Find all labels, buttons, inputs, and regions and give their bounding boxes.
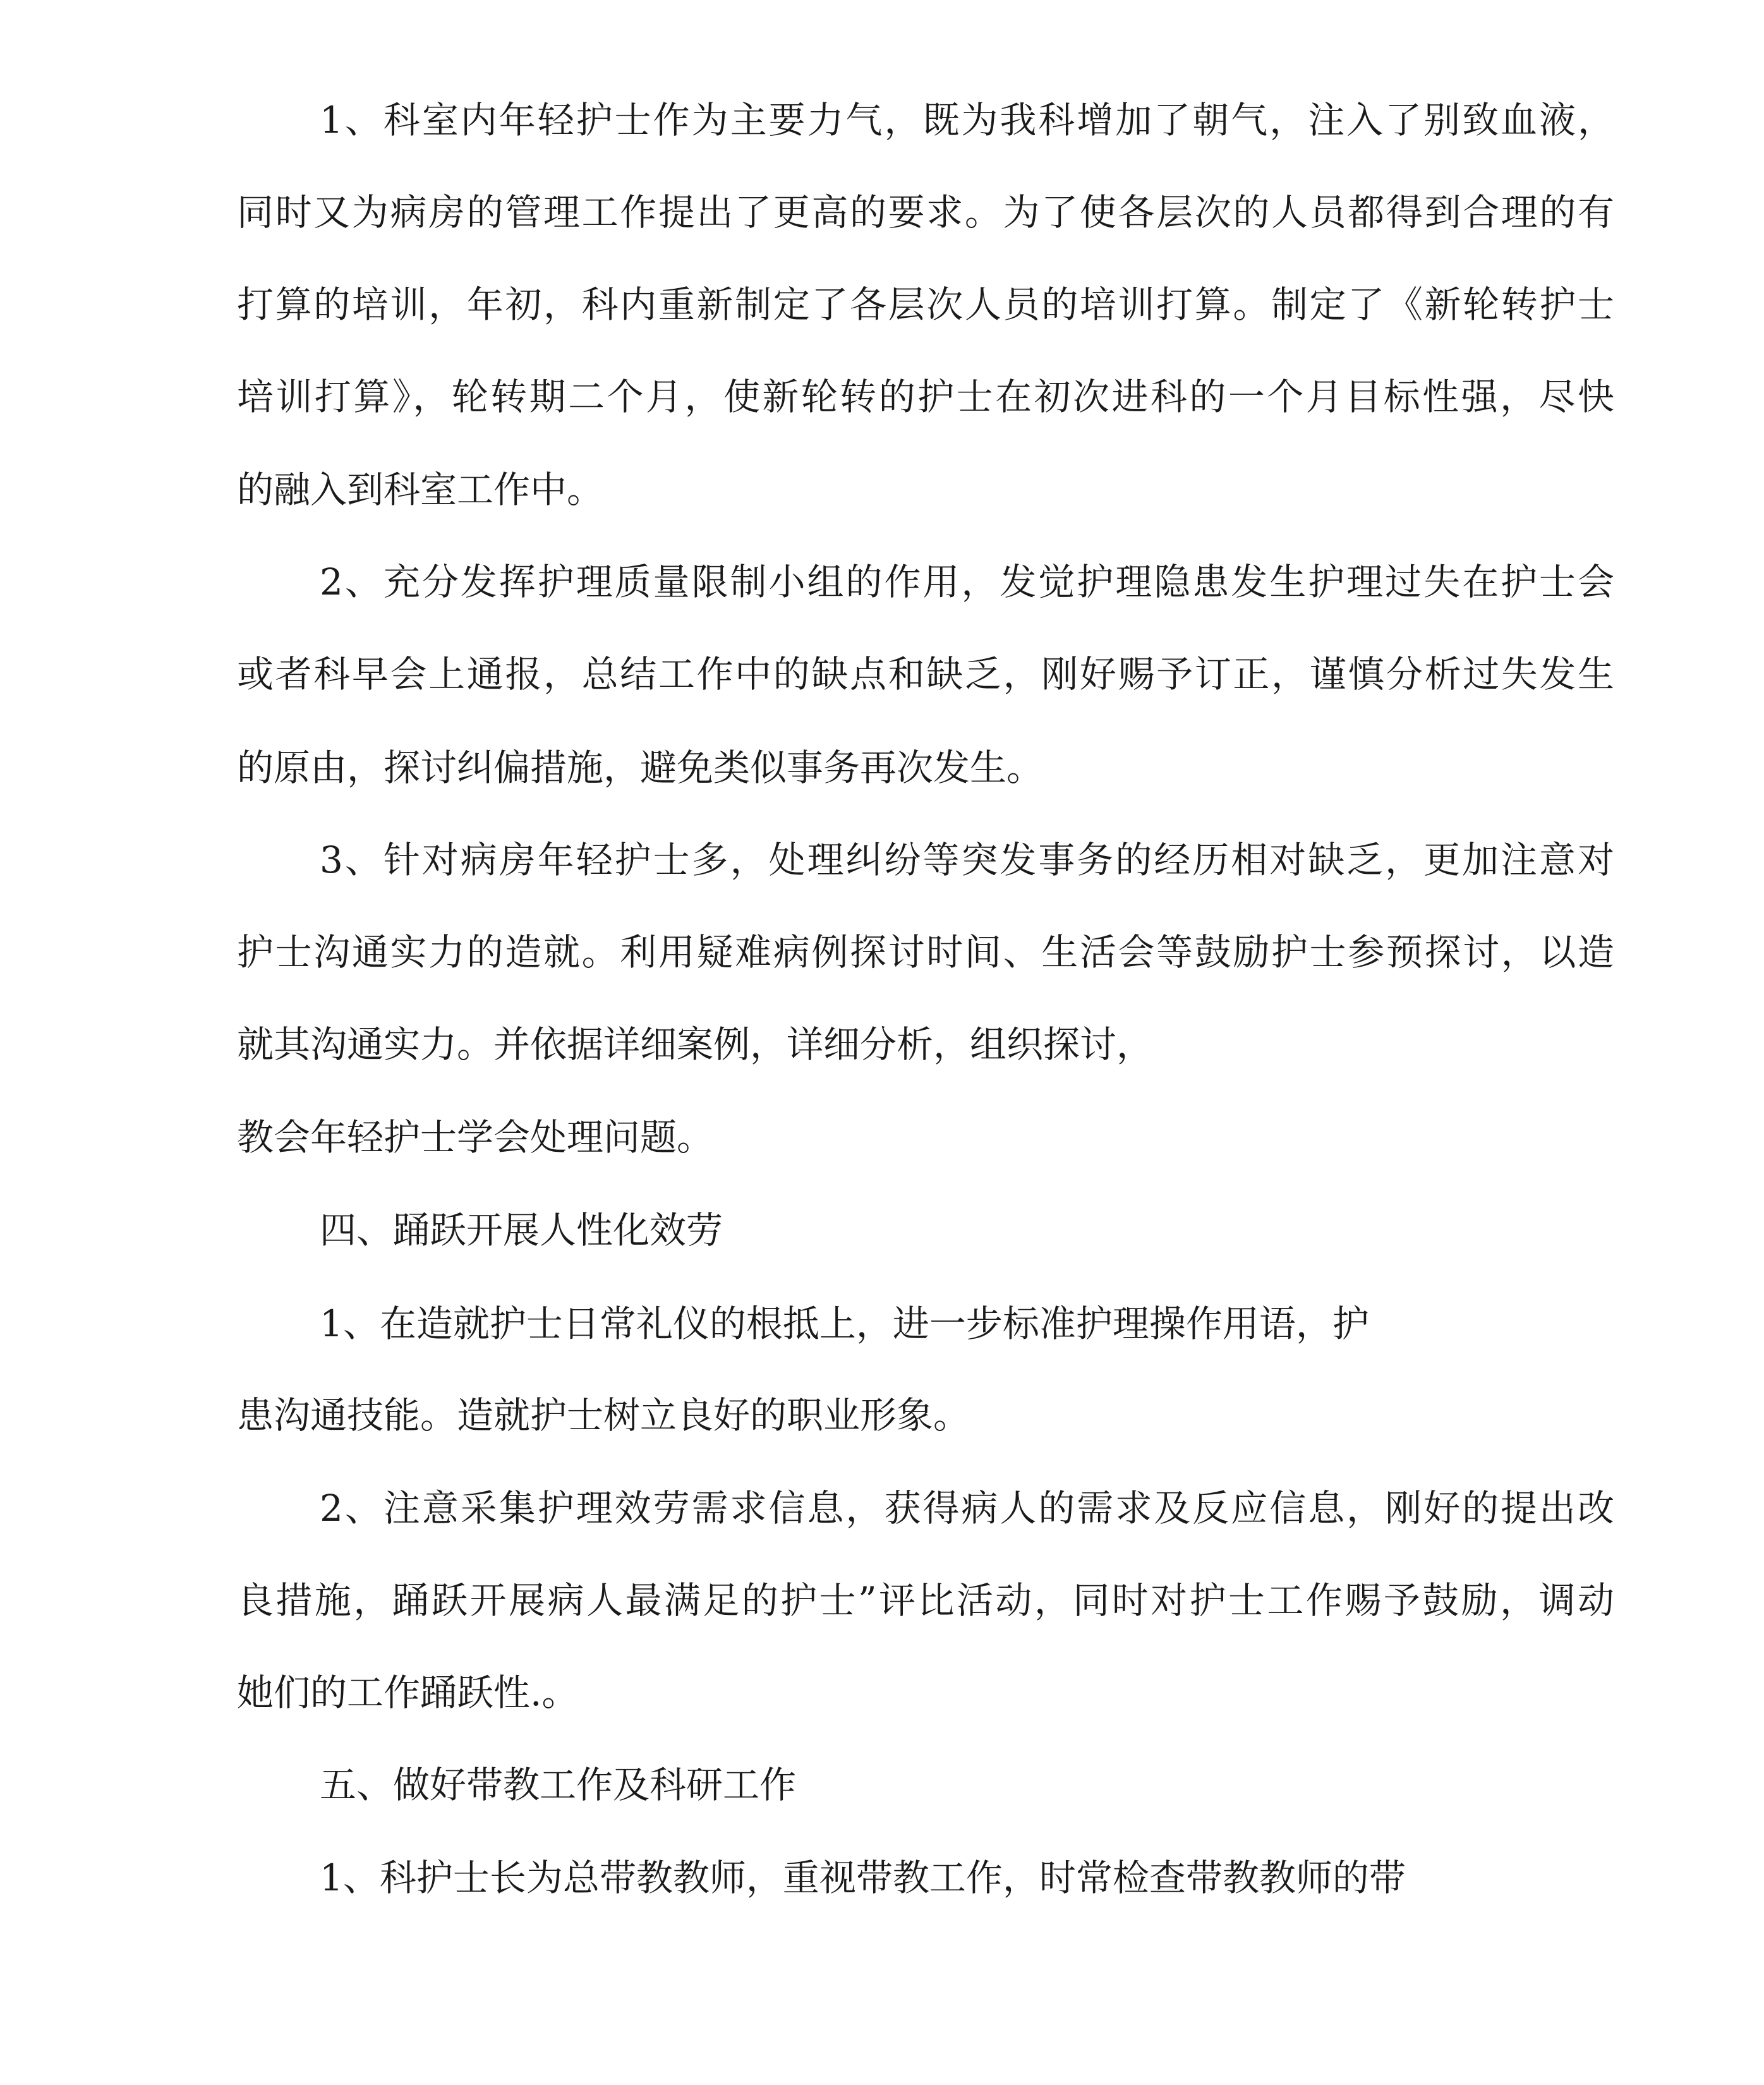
- text-line: 护士沟通实力的造就。利用疑难病例探讨时间、生活会等鼓励护士参预探讨，以造: [237, 931, 1614, 974]
- section-heading: 四、踊跃开展人性化效劳: [320, 1209, 723, 1252]
- text-line: 良措施，踊跃开展病人最满足的护士”评比活动，同时对护士工作赐予鼓励，调动: [237, 1579, 1614, 1622]
- text-line: 的原由，探讨纠偏措施，避免类似事务再次发生。: [237, 746, 1044, 789]
- text-line: 的融入到科室工作中。: [237, 468, 604, 511]
- text-line: 1、在造就护士日常礼仪的根抵上，进一步标准护理操作用语，护: [320, 1302, 1369, 1345]
- text-line: 教会年轻护士学会处理问题。: [237, 1116, 714, 1159]
- text-line: 2、充分发挥护理质量限制小组的作用，发觉护理隐患发生护理过失在护士会: [320, 560, 1614, 603]
- text-line: 培训打算》，轮转期二个月，使新轮转的护士在初次进科的一个月目标性强，尽快: [237, 375, 1614, 418]
- text-line: 3、针对病房年轻护士多，处理纠纷等突发事务的经历相对缺乏，更加注意对: [320, 838, 1614, 881]
- section-heading: 五、做好带教工作及科研工作: [320, 1763, 797, 1806]
- text-line: 1、科室内年轻护士作为主要力气，既为我科增加了朝气，注入了别致血液，: [320, 99, 1614, 142]
- text-line: 或者科早会上通报，总结工作中的缺点和缺乏，刚好赐予订正，谨慎分析过失发生: [237, 653, 1614, 696]
- text-line: 患沟通技能。造就护士树立良好的职业形象。: [237, 1394, 970, 1437]
- text-line: 2、注意采集护理效劳需求信息，获得病人的需求及反应信息，刚好的提出改: [320, 1487, 1614, 1530]
- text-line: 打算的培训，年初，科内重新制定了各层次人员的培训打算。制定了《新轮转护士: [237, 283, 1614, 326]
- text-line: 同时又为病房的管理工作提出了更高的要求。为了使各层次的人员都得到合理的有: [237, 191, 1614, 234]
- text-line: 1、科护士长为总带教教师，重视带教工作，时常检查带教教师的带: [320, 1856, 1406, 1899]
- text-line: 就其沟通实力。并依据详细案例，详细分析，组织探讨，: [237, 1023, 1154, 1066]
- text-line: 她们的工作踊跃性.。: [237, 1671, 579, 1714]
